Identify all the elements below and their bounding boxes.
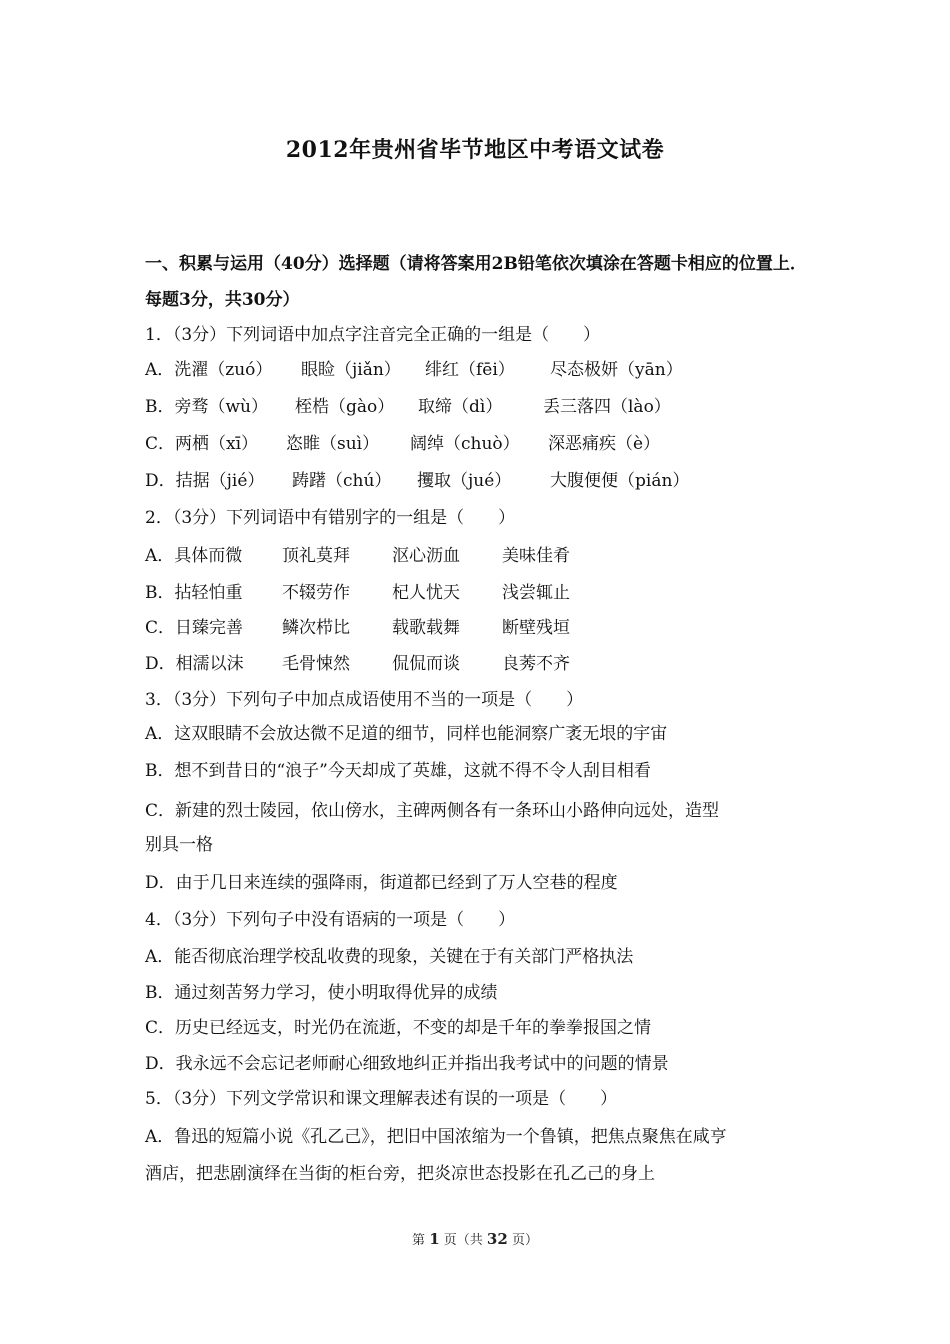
- option-item: 深恶痛疾（è）: [548, 434, 661, 454]
- option-item: 顶礼莫拜: [282, 546, 350, 566]
- current-page-number: 1: [429, 1230, 440, 1248]
- option-item: B．拈轻怕重: [145, 583, 243, 603]
- question-4-option-a: A．能否彻底治理学校乱收费的现象，关键在于有关部门严格执法: [145, 947, 634, 967]
- option-item: 攫取（jué）: [417, 471, 512, 491]
- option-item: 取缔（dì）: [418, 397, 503, 417]
- footer-middle: 页（共: [443, 1233, 483, 1248]
- option-item: 断壁残垣: [502, 618, 570, 638]
- option-item: 侃侃而谈: [392, 654, 460, 674]
- question-3-option-d: D．由于几日来连续的强降雨，街道都已经到了万人空巷的程度: [145, 873, 618, 893]
- option-item: 杞人忧天: [392, 583, 460, 603]
- question-4-option-d: D．我永远不会忘记老师耐心细致地纠正并指出我考试中的问题的情景: [145, 1054, 669, 1074]
- option-item: 载歌载舞: [392, 618, 460, 638]
- question-2-stem: 2．（3分）下列词语中有错别字的一组是（ ）: [145, 508, 516, 528]
- option-item: 踌躇（chú）: [292, 471, 392, 491]
- question-3-option-c-continued: 别具一格: [145, 835, 213, 855]
- question-4-option-b: B．通过刻苦努力学习，使小明取得优异的成绩: [145, 983, 498, 1003]
- question-4-option-c: C．历史已经远支，时光仍在流逝，不变的却是千年的拳拳报国之情: [145, 1018, 652, 1038]
- question-4-stem: 4．（3分）下列句子中没有语病的一项是（ ）: [145, 910, 516, 930]
- option-item: 桎梏（gào）: [295, 397, 395, 417]
- option-item: 浅尝辄止: [502, 583, 570, 603]
- footer-prefix: 第: [412, 1233, 426, 1248]
- question-5-option-a: A．鲁迅的短篇小说《孔乙己》，把旧中国浓缩为一个鲁镇，把焦点聚焦在咸亨: [145, 1127, 727, 1147]
- option-item: 大腹便便（pián）: [550, 471, 690, 491]
- question-3-option-b: B．想不到昔日的“浪子”今天却成了英雄，这就不得不令人刮目相看: [145, 761, 651, 781]
- option-item: 尽态极妍（yān）: [550, 360, 683, 380]
- option-item: 毛骨悚然: [282, 654, 350, 674]
- option-item: A．洗濯（zuó）: [145, 360, 273, 380]
- option-item: 丢三落四（lào）: [543, 397, 671, 417]
- question-3-option-c: C．新建的烈士陵园，依山傍水，主碑两侧各有一条环山小路伸向远处，造型: [145, 801, 720, 821]
- option-item: 绯红（fēi）: [425, 360, 515, 380]
- option-item: 眼睑（jiǎn）: [301, 360, 401, 380]
- option-item: D．拮据（jié）: [145, 471, 265, 491]
- option-item: 良莠不齐: [502, 654, 570, 674]
- option-item: 恣睢（suì）: [286, 434, 380, 454]
- question-3-option-a: A．这双眼睛不会放达微不足道的细节，同样也能洞察广袤无垠的宇宙: [145, 724, 668, 744]
- option-item: C．两栖（xī）: [145, 434, 259, 454]
- question-5-option-a-continued: 酒店，把悲剧演绎在当街的柜台旁，把炎凉世态投影在孔乙己的身上: [145, 1164, 655, 1184]
- option-item: 阔绰（chuò）: [410, 434, 520, 454]
- question-1-stem: 1．（3分）下列词语中加点字注音完全正确的一组是（ ）: [145, 325, 601, 345]
- section-heading: 一、积累与运用（40分）选择题（请将答案用2B铅笔依次填涂在答题卡相应的位置上．每题3分，共30分）: [145, 254, 807, 310]
- total-page-count: 32: [486, 1230, 508, 1248]
- option-item: 美味佳肴: [502, 546, 570, 566]
- option-item: B．旁骛（wù）: [145, 397, 268, 417]
- option-item: C．日臻完善: [145, 618, 244, 638]
- exam-title: 2012年贵州省毕节地区中考语文试卷: [285, 137, 665, 163]
- option-item: 沤心沥血: [392, 546, 460, 566]
- question-5-stem: 5．（3分）下列文学常识和课文理解表述有误的一项是（ ）: [145, 1089, 618, 1109]
- option-item: 鳞次栉比: [282, 618, 350, 638]
- footer-suffix: 页）: [511, 1233, 538, 1248]
- option-item: 不辍劳作: [282, 583, 350, 603]
- option-item: D．相濡以沫: [145, 654, 244, 674]
- question-3-stem: 3．（3分）下列句子中加点成语使用不当的一项是（ ）: [145, 690, 584, 710]
- option-item: A．具体而微: [145, 546, 243, 566]
- page-footer: [0, 1229, 950, 1248]
